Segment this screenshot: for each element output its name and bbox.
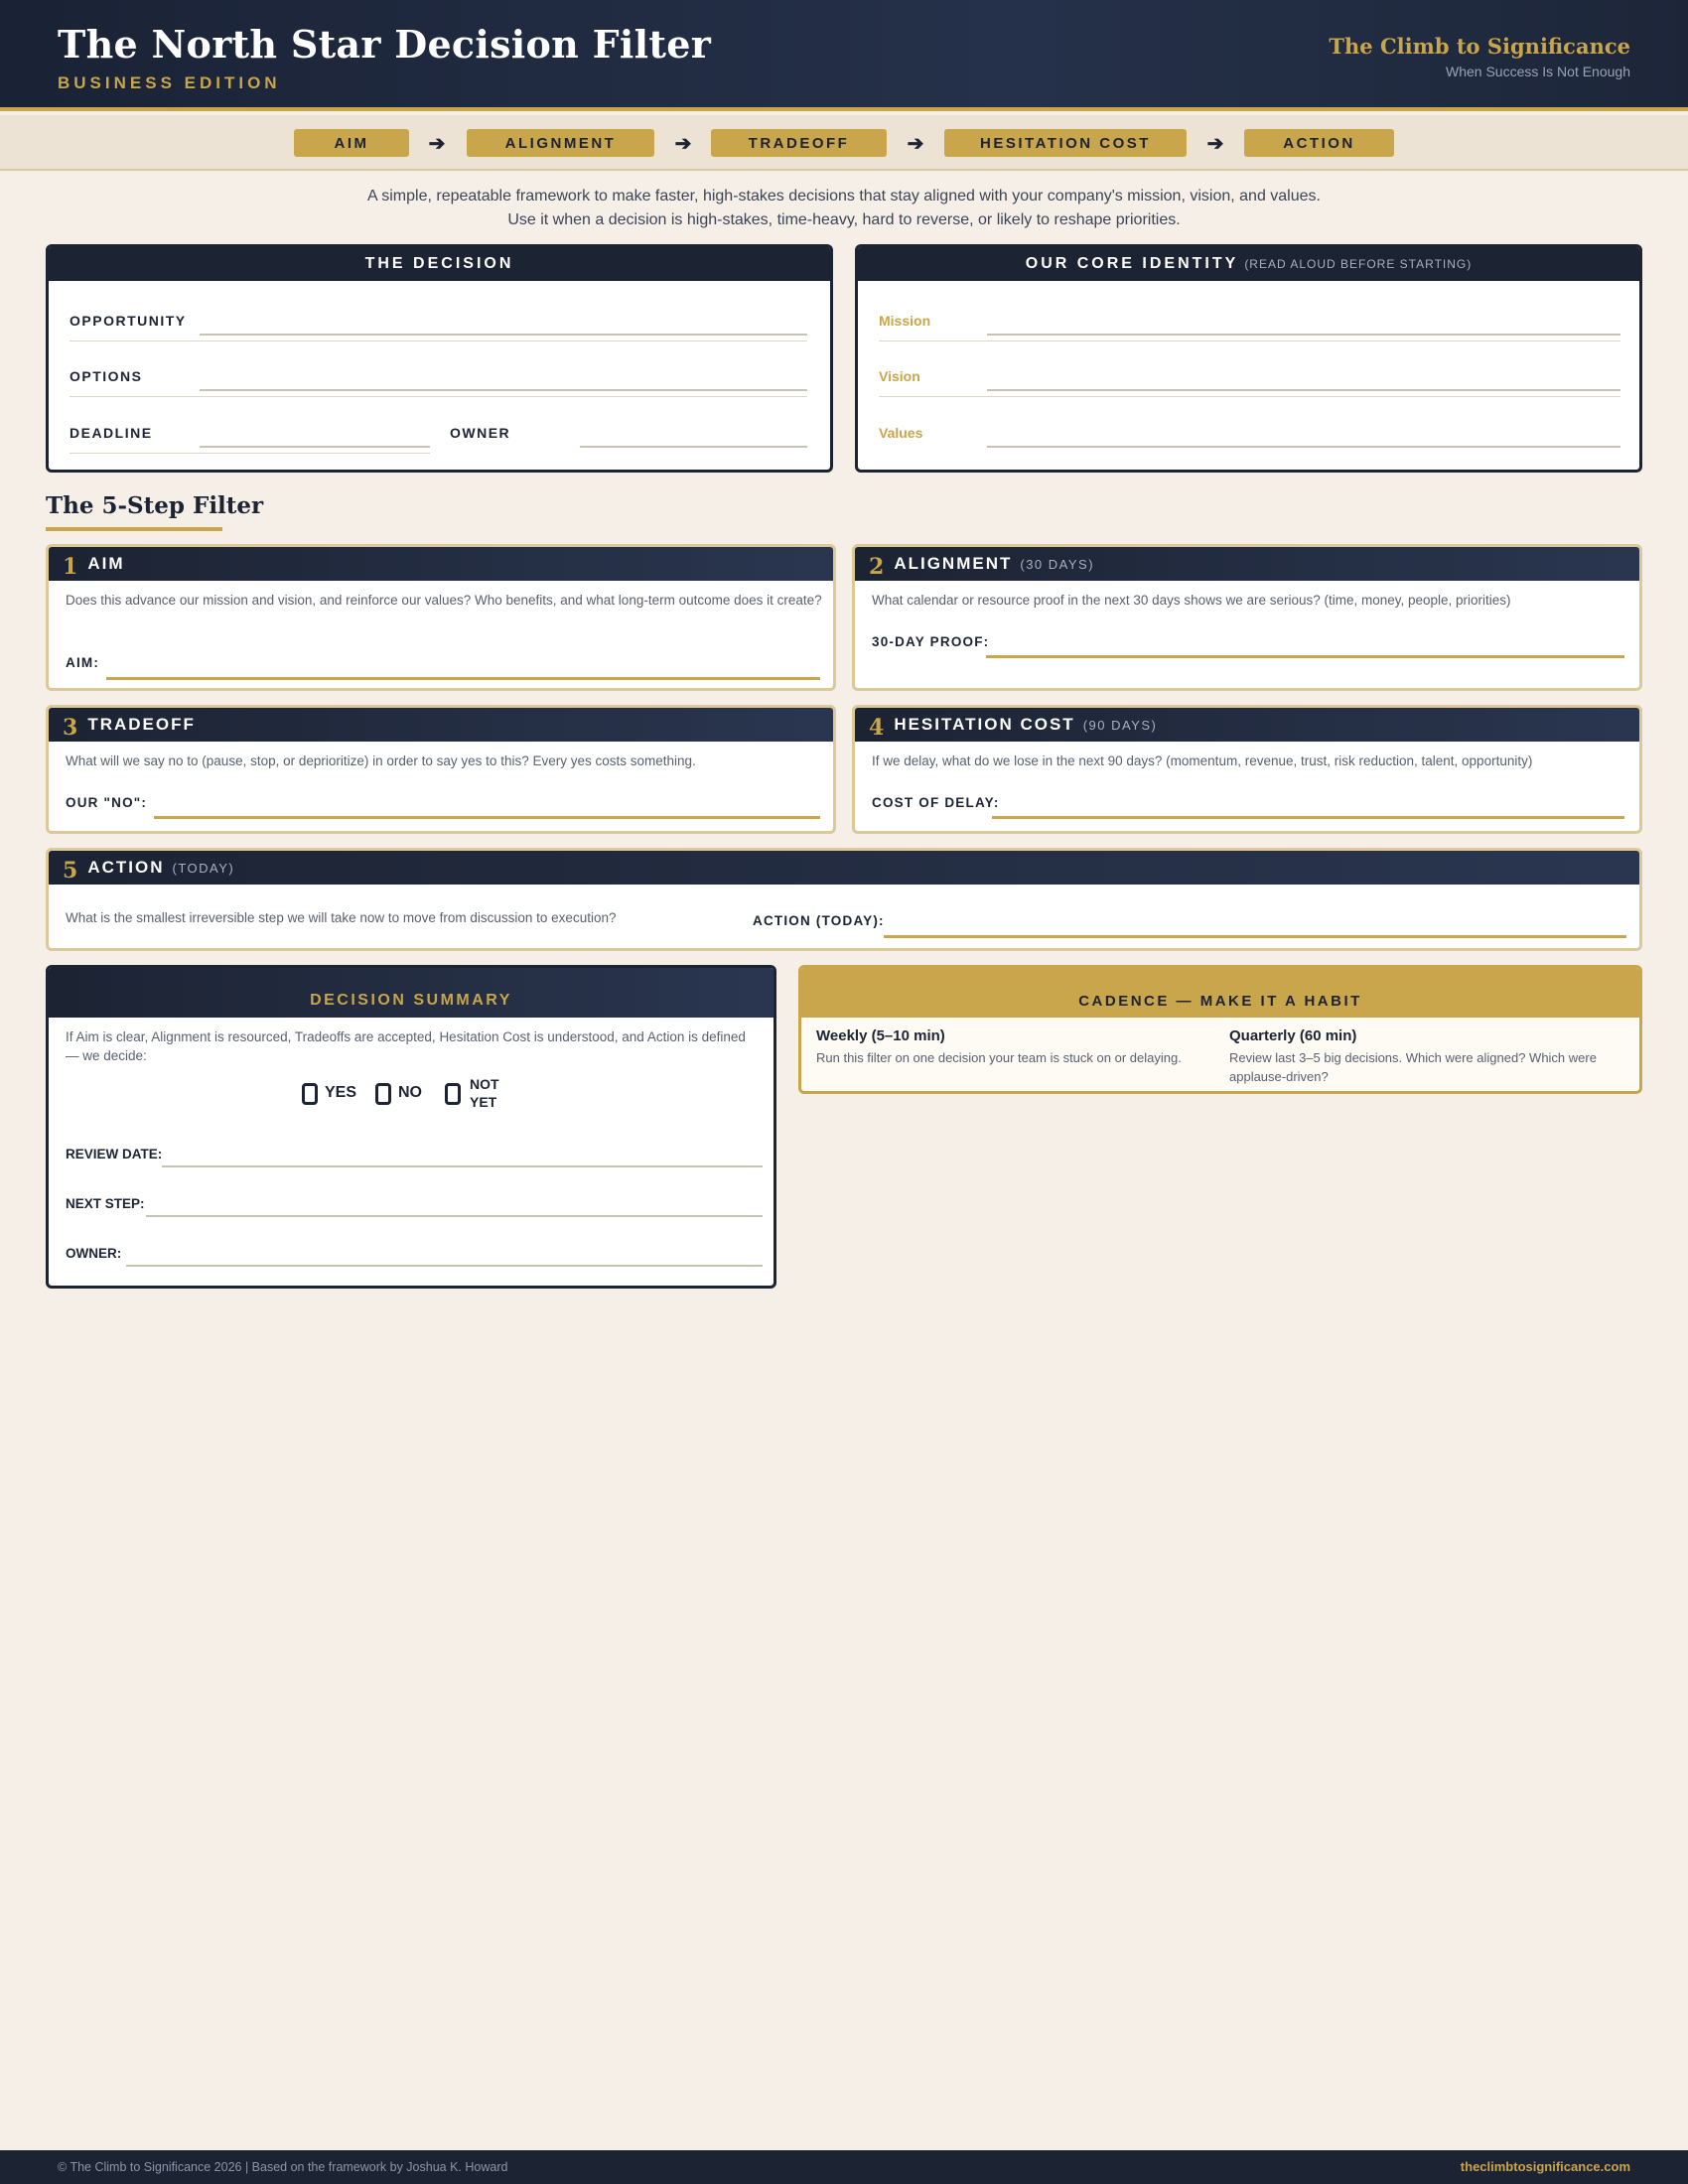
vision-label: Vision (879, 368, 920, 384)
owner-field[interactable] (580, 446, 807, 448)
footer (0, 2150, 1688, 2184)
no-label: NO (398, 1084, 422, 1101)
step-card-alignment (852, 544, 1642, 691)
aim-field[interactable] (106, 677, 820, 680)
weekly-title: Weekly (5–10 min) (816, 1027, 945, 1044)
header-banner (0, 0, 1688, 111)
yes-checkbox[interactable] (302, 1083, 318, 1105)
step-header (49, 851, 1639, 885)
step-pill-hesitation-cost: HESITATION COST (944, 129, 1187, 157)
intro-line-2: Use it when a decision is high-stakes, time-heavy, hard to reverse, or likely to reshape priorities. (507, 211, 1181, 228)
summary-text: If Aim is clear, Alignment is resourced, Tradeoffs are accepted, Hesitation Cost is understood, and Action is defined — we decide: (66, 1029, 746, 1063)
review-date-field[interactable] (162, 1165, 763, 1167)
step-number: 1 (63, 554, 78, 580)
opportunity-field[interactable] (200, 334, 807, 336)
step-header (49, 708, 833, 742)
no-label: OUR "NO": (66, 795, 148, 810)
edition-label: BUSINESS EDITION (58, 73, 281, 92)
step-question: What is the smallest irreversible step we will take now to move from discussion to execution? (66, 910, 617, 925)
step-pill-aim: AIM (294, 129, 409, 157)
divider (70, 453, 430, 454)
step-subtitle: (30 DAYS) (1020, 556, 1095, 572)
step-question: If we delay, what do we lose in the next 90 days? (momentum, revenue, trust, risk reduction, talent, opportunity) (872, 753, 1533, 768)
footer-website-link[interactable]: theclimbtosignificance.com (1460, 2159, 1630, 2174)
no-field[interactable] (154, 816, 820, 819)
step-header (855, 547, 1639, 581)
step-header (49, 547, 833, 581)
step-subtitle: (TODAY) (172, 860, 235, 876)
step-bar (0, 115, 1688, 171)
quarterly-text: Review last 3–5 big decisions. Which were aligned? Which were applause-driven? (1229, 1050, 1597, 1084)
decision-card (46, 244, 833, 473)
intro-line-1: A simple, repeatable framework to make faster, high-stakes decisions that stay aligned with your company's mission, vision, and values. (367, 188, 1321, 205)
summary-owner-label: OWNER: (66, 1246, 122, 1261)
step-pill-tradeoff: TRADEOFF (711, 129, 887, 157)
decision-summary-card (46, 965, 776, 1289)
brand-name: The Climb to Significance (1329, 34, 1630, 59)
step-card-hesitation-cost (852, 705, 1642, 834)
decision-card-title: THE DECISION (49, 247, 830, 281)
cadence-card (798, 965, 1642, 1094)
next-step-label: NEXT STEP: (66, 1196, 145, 1211)
vision-field[interactable] (987, 389, 1620, 391)
step-card-action (46, 848, 1642, 951)
mission-field[interactable] (987, 334, 1620, 336)
step-title: ACTION (87, 858, 165, 877)
step-pill-action: ACTION (1244, 129, 1394, 157)
review-date-label: REVIEW DATE: (66, 1147, 163, 1161)
mission-label: Mission (879, 313, 931, 329)
arrow-right-icon: ➔ (674, 132, 692, 155)
step-title: HESITATION COST (894, 715, 1075, 734)
section-title: The 5-Step Filter (46, 492, 264, 519)
deadline-label: DEADLINE (70, 425, 153, 441)
step-title: AIM (87, 554, 125, 573)
step-question: What will we say no to (pause, stop, or deprioritize) in order to say yes to this? Every yes costs something. (66, 753, 696, 768)
arrow-right-icon: ➔ (907, 132, 924, 155)
step-number: 3 (63, 715, 78, 741)
yes-label: YES (325, 1084, 357, 1101)
step-card-aim (46, 544, 836, 691)
action-label: ACTION (TODAY): (753, 913, 885, 928)
proof-field[interactable] (986, 655, 1624, 658)
delay-label: COST OF DELAY: (872, 795, 1000, 810)
step-subtitle: (90 DAYS) (1082, 717, 1158, 733)
core-identity-card (855, 244, 1642, 473)
delay-field[interactable] (992, 816, 1624, 819)
action-field[interactable] (884, 935, 1626, 938)
options-label: OPTIONS (70, 368, 143, 384)
cadence-title: CADENCE — MAKE IT A HABIT (801, 968, 1639, 1018)
opportunity-label: OPPORTUNITY (70, 313, 187, 329)
next-step-field[interactable] (146, 1215, 763, 1217)
step-card-tradeoff (46, 705, 836, 834)
divider (879, 396, 1620, 397)
arrow-right-icon: ➔ (428, 132, 446, 155)
arrow-right-icon: ➔ (1206, 132, 1224, 155)
page-title: The North Star Decision Filter (58, 22, 712, 67)
no-checkbox[interactable] (375, 1083, 391, 1105)
step-question: What calendar or resource proof in the next 30 days shows we are serious? (time, money, people, priorities) (872, 593, 1511, 608)
core-identity-title: OUR CORE IDENTITY (READ ALOUD BEFORE STARTING) (858, 247, 1639, 281)
step-header (855, 708, 1639, 742)
step-number: 2 (869, 554, 885, 580)
options-field[interactable] (200, 389, 807, 391)
deadline-field[interactable] (200, 446, 430, 448)
proof-label: 30-DAY PROOF: (872, 634, 990, 649)
section-underline (46, 527, 222, 531)
step-title: ALIGNMENT (894, 554, 1013, 573)
step-number: 5 (63, 858, 78, 884)
not-yet-label: NOT YET (470, 1076, 499, 1110)
step-number: 4 (869, 715, 885, 741)
brand-tagline: When Success Is Not Enough (1446, 64, 1630, 79)
decision-summary-title: DECISION SUMMARY (49, 968, 774, 1018)
weekly-text: Run this filter on one decision your team is stuck on or delaying. (816, 1050, 1182, 1065)
footer-copyright: © The Climb to Significance 2026 | Based on the framework by Joshua K. Howard (58, 2160, 508, 2174)
quarterly-title: Quarterly (60 min) (1229, 1027, 1357, 1044)
summary-owner-field[interactable] (126, 1265, 763, 1267)
core-identity-subtitle: (READ ALOUD BEFORE STARTING) (1244, 257, 1473, 271)
divider (70, 396, 807, 397)
step-title: TRADEOFF (87, 715, 196, 734)
values-field[interactable] (987, 446, 1620, 448)
not-yet-checkbox[interactable] (445, 1083, 461, 1105)
owner-label: OWNER (450, 425, 511, 441)
step-pill-alignment: ALIGNMENT (467, 129, 654, 157)
step-question: Does this advance our mission and vision, and reinforce our values? Who benefits, and what long-term outcome does it create? (66, 593, 822, 608)
aim-label: AIM: (66, 655, 100, 670)
intro-text (0, 185, 1688, 232)
values-label: Values (879, 425, 923, 441)
